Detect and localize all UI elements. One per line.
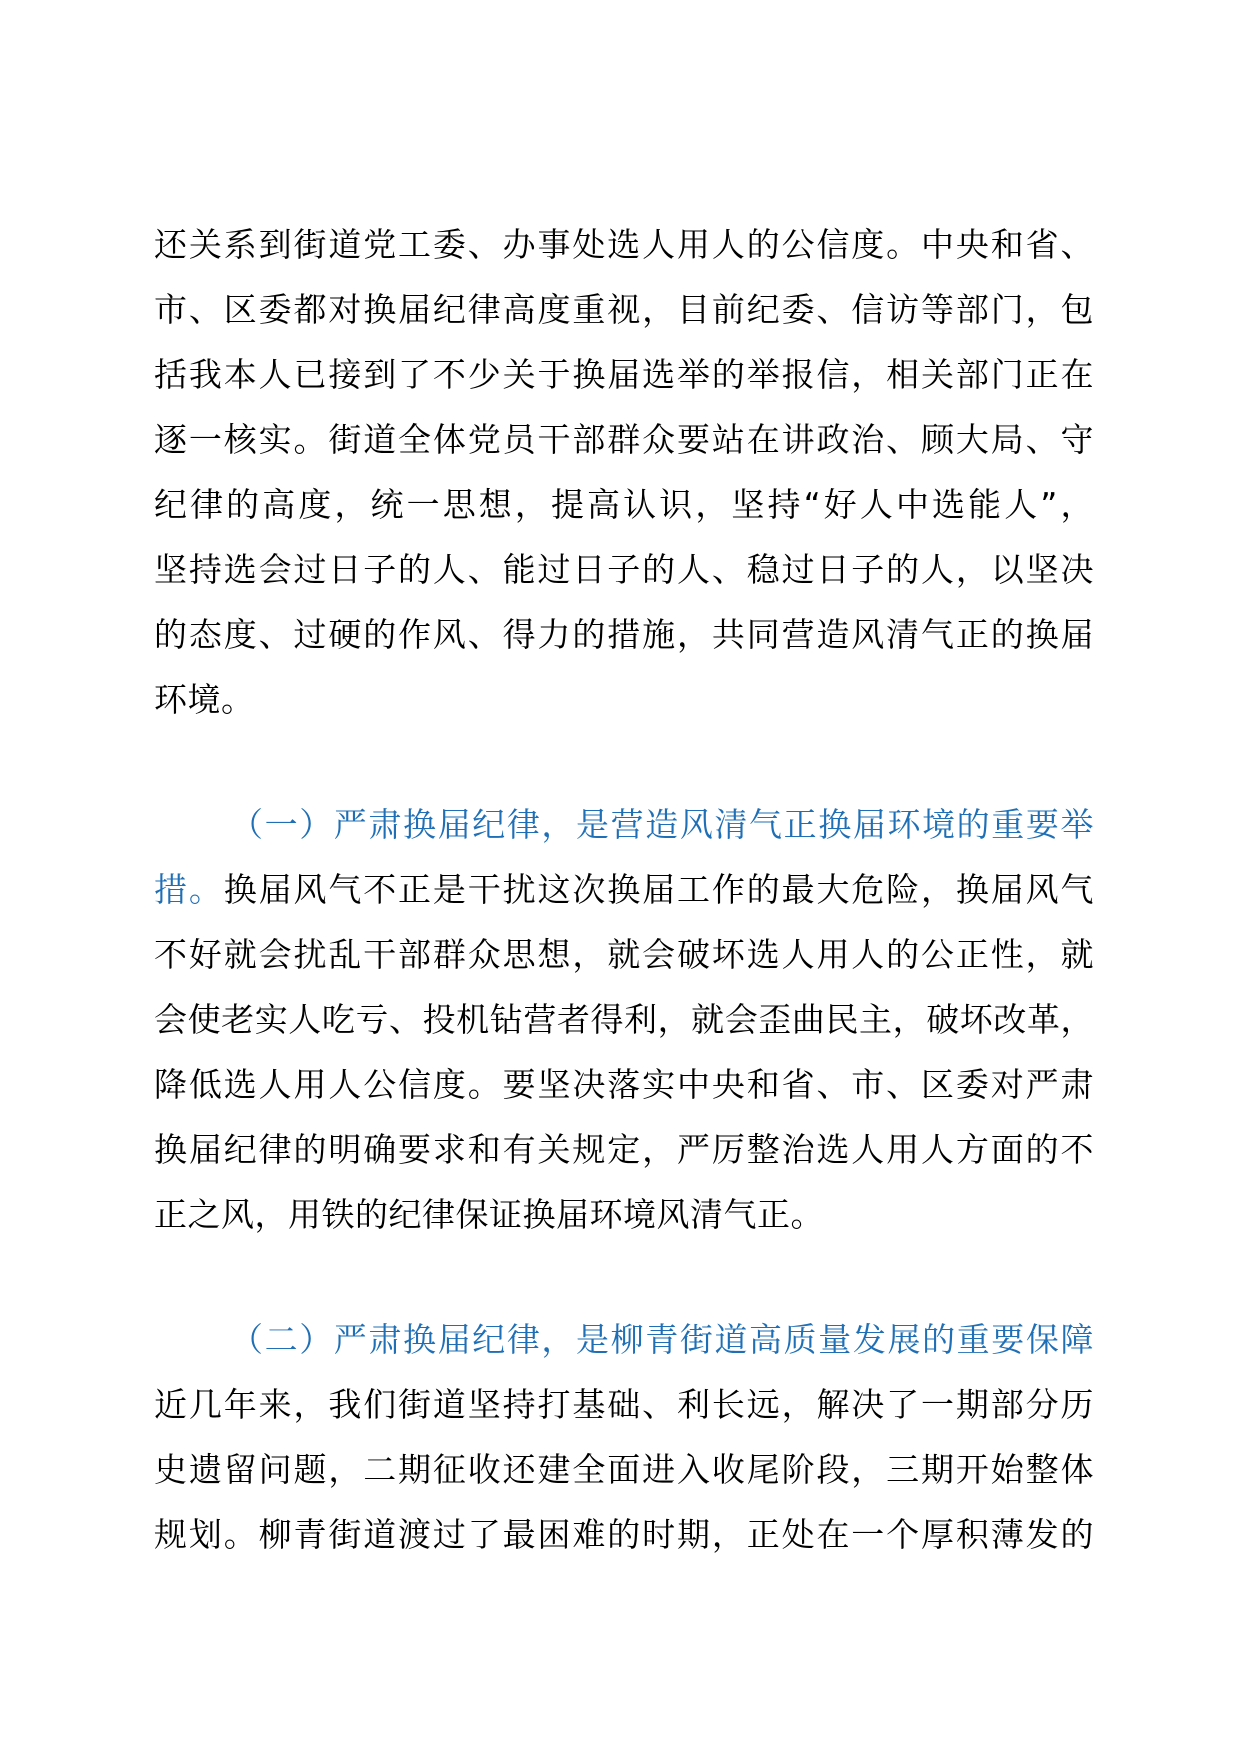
text-line: 近几年来，我们街道坚持打基础、利长远，解决了一期部分历 bbox=[154, 1385, 1094, 1424]
text-line: 市、区委都对换届纪律高度重视，目前纪委、信访等部门，包 bbox=[154, 290, 1094, 329]
text-line: 正之风，用铁的纪律保证换届环境风清气正。 bbox=[154, 1195, 824, 1234]
text-line: 会使老实人吃亏、投机钻营者得利，就会歪曲民主，破坏改革， bbox=[154, 1000, 1094, 1039]
section-1-heading: （一）严肃换届纪律，是营造风清气正换届环境的重要举 bbox=[230, 805, 1094, 844]
section-1-heading-end: 措。 bbox=[154, 870, 224, 909]
text-line: 降低选人用人公信度。要坚决落实中央和省、市、区委对严肃 bbox=[154, 1065, 1094, 1104]
section-1 bbox=[154, 792, 1094, 1247]
text-line: 的态度、过硬的作风、得力的措施，共同营造风清气正的换届 bbox=[154, 615, 1094, 654]
section-2-heading: （二）严肃换届纪律，是柳青街道高质量发展的重要保障 bbox=[230, 1320, 1094, 1359]
text-line: 还关系到街道党工委、办事处选人用人的公信度。中央和省、 bbox=[154, 225, 1094, 264]
section-1-line-2 bbox=[154, 857, 1094, 922]
section-1-body-start: 换届风气不正是干扰这次换届工作的最大危险，换届风气 bbox=[223, 870, 1095, 909]
section-2 bbox=[154, 1307, 1094, 1567]
document-body bbox=[154, 212, 1094, 1567]
text-line: 逐一核实。街道全体党员干部群众要站在讲政治、顾大局、守 bbox=[154, 420, 1094, 459]
text-line: 纪律的高度，统一思想，提高认识，坚持“好人中选能人”， bbox=[154, 485, 1094, 524]
text-line: 环境。 bbox=[154, 680, 255, 719]
text-line: 不好就会扰乱干部群众思想，就会破坏选人用人的公正性，就 bbox=[154, 935, 1094, 974]
text-line: 史遗留问题，二期征收还建全面进入收尾阶段，三期开始整体 bbox=[154, 1450, 1094, 1489]
text-line: 规划。柳青街道渡过了最困难的时期，正处在一个厚积薄发的 bbox=[154, 1515, 1094, 1554]
text-line: 换届纪律的明确要求和有关规定，严厉整治选人用人方面的不 bbox=[154, 1130, 1094, 1169]
text-line: 坚持选会过日子的人、能过日子的人、稳过日子的人，以坚决 bbox=[154, 550, 1094, 589]
paragraph-1 bbox=[154, 212, 1094, 732]
paragraph-gap bbox=[154, 1247, 1094, 1307]
paragraph-gap bbox=[154, 732, 1094, 792]
text-line: 括我本人已接到了不少关于换届选举的举报信，相关部门正在 bbox=[154, 355, 1094, 394]
